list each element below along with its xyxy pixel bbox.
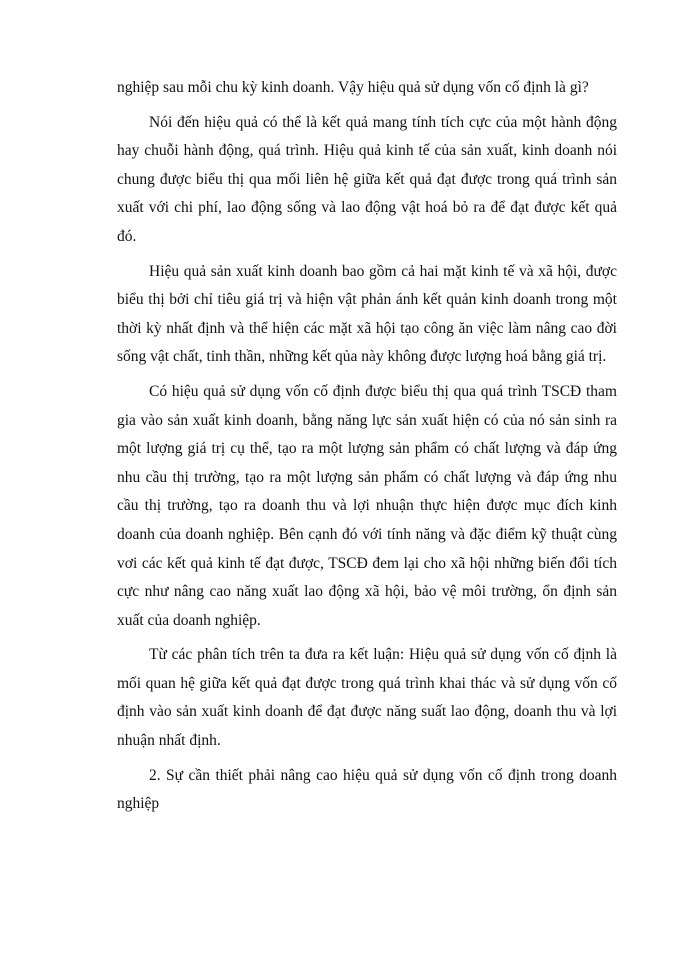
paragraph-efficiency-definition: Nói đến hiệu quả có thể là kết quả mang tính tích cực của một hành động hay chuỗi hành động, quá trình. Hiệu quả kinh tế của sản xuất, kinh doanh nói chung được biểu thị qua mối liên hệ giữa kết quả đạt được trong quá trình sản xuất với chi phí, lao động sống và lao động vật hoá bỏ ra để đạt được kết quả đó. <box>117 113 617 245</box>
document-body <box>117 74 617 819</box>
paragraph-continuation: nghiệp sau mỗi chu kỳ kinh doanh. Vậy hiệu quả sử dụng vốn cố định là gì? <box>117 79 589 96</box>
paragraph-fixed-capital-efficiency: Có hiệu quả sử dụng vốn cố định được biểu thị qua quá trình TSCĐ tham gia vào sản xuất kinh doanh, bằng năng lực sản xuất hiện có của nó sản sinh ra một lượng giá trị cụ thể, tạo ra một lượng sản phẩm có chất lượng và đáp ứng nhu cầu thị trường, tạo ra một lượng sản phẩm có chất lượng và đáp ứng nhu cầu thị trường, tạo ra doanh thu và lợi nhuận thực hiện được mục đích kinh doanh của doanh nghiệp. Bên cạnh đó với tính năng và đặc điểm kỹ thuật cùng vơi các kết quả kinh tế đạt được, TSCĐ đem lại cho xã hội những biến đổi tích cực như nâng cao năng xuất lao động xã hội, bảo vệ môi trường, ổn định sản xuất của doanh nghiệp. <box>117 382 617 629</box>
paragraph-conclusion: Từ các phân tích trên ta đưa ra kết luận: Hiệu quả sử dụng vốn cố định là mối quan hệ giữa kết quả đạt được trong quá trình khai thác và sử dụng vốn cố định vào sản xuất kinh doanh để đạt được năng suất lao động, doanh thu và lợi nhuận nhất định. <box>117 646 617 750</box>
paragraph-business-efficiency: Hiệu quả sản xuất kinh doanh bao gồm cả hai mặt kinh tế và xã hội, được biểu thị bởi chỉ tiêu giá trị và hiện vật phản ánh kết quản kinh doanh trong một thời kỳ nhất định và thể hiện các mặt xã hội tạo công ăn việc làm nâng cao đời sống vật chất, tinh thần, những kết qủa này không được lượng hoá bằng giá trị. <box>117 262 617 366</box>
section-heading-2: 2. Sự cần thiết phải nâng cao hiệu quả sử dụng vốn cố định trong doanh nghiệp <box>117 766 617 813</box>
